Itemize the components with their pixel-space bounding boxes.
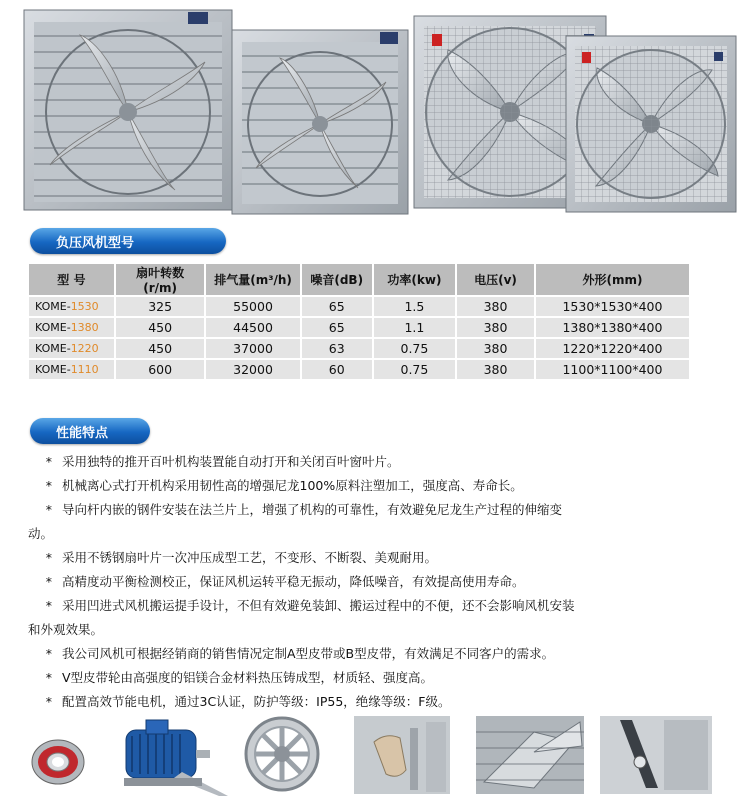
- model-cell: KOME-1220: [29, 339, 114, 358]
- header-airflow: 排气量(m³/h): [206, 264, 299, 295]
- models-section-banner: [30, 228, 226, 254]
- voltage-cell: 380: [457, 297, 534, 316]
- fan-2-image: [232, 30, 408, 214]
- power-cell: 1.1: [374, 318, 455, 337]
- airflow-cell: 37000: [206, 339, 299, 358]
- model-cell: KOME-1110: [29, 360, 114, 379]
- size-cell: 1380*1380*400: [536, 318, 689, 337]
- louver-mechanism-image: [354, 716, 450, 794]
- table-header-row: [29, 264, 689, 295]
- belt-closeup-image: [600, 716, 712, 794]
- header-rpm: 扇叶转数(r/m): [116, 264, 205, 295]
- list-item: * 导向杆内嵌的钢件安装在法兰片上，增强了机构的可靠性，有效避免尼龙生产过程的伸缩变: [32, 498, 702, 522]
- list-item-continuation: 和外观效果。: [28, 622, 104, 637]
- header-voltage: 电压(v): [457, 264, 534, 295]
- list-item: * 采用凹进式风机搬运提手设计，不但有效避免装卸、搬运过程中的不便，还不会影响风机安装: [32, 594, 702, 618]
- list-item-continuation: 动。: [28, 526, 54, 541]
- bullet-star-icon: *: [45, 598, 52, 613]
- noise-cell: 63: [302, 339, 372, 358]
- list-item: * 采用不锈钢扇叶片一次冲压成型工艺，不变形、不断裂、美观耐用。: [32, 546, 702, 570]
- list-item: * 配置高效节能电机，通过3C认证，防护等级：IP55，绝缘等级：F级。: [32, 690, 702, 714]
- bullet-star-icon: *: [45, 574, 52, 589]
- header-power: 功率(kw): [374, 264, 455, 295]
- bearing-image: [32, 740, 84, 784]
- motor-image: [124, 720, 228, 796]
- table-row: [29, 360, 689, 379]
- features-list: [28, 450, 702, 714]
- header-model: 型 号: [29, 264, 114, 295]
- bullet-star-icon: *: [45, 478, 52, 493]
- fan-spec-table: [27, 262, 691, 381]
- size-cell: 1220*1220*400: [536, 339, 689, 358]
- model-cell: KOME-1380: [29, 318, 114, 337]
- pulley-image: [246, 718, 318, 790]
- list-item: * 采用独特的推开百叶机构装置能自动打开和关闭百叶窗叶片。: [32, 450, 702, 474]
- fan-product-photos: [0, 0, 750, 222]
- fan-1-image: [24, 10, 232, 210]
- rpm-cell: 600: [116, 360, 205, 379]
- rpm-cell: 450: [116, 339, 205, 358]
- fan-4-image: [566, 36, 736, 212]
- power-cell: 1.5: [374, 297, 455, 316]
- bullet-star-icon: *: [45, 694, 52, 709]
- header-noise: 噪音(dB): [302, 264, 372, 295]
- bullet-star-icon: *: [45, 502, 52, 517]
- rpm-cell: 450: [116, 318, 205, 337]
- bullet-star-icon: *: [45, 646, 52, 661]
- airflow-cell: 55000: [206, 297, 299, 316]
- voltage-cell: 380: [457, 339, 534, 358]
- list-item: * V型皮带轮由高强度的铝镁合金材料热压铸成型，材质轻、强度高。: [32, 666, 702, 690]
- voltage-cell: 380: [457, 318, 534, 337]
- features-section-banner: [30, 418, 150, 444]
- power-cell: 0.75: [374, 339, 455, 358]
- component-photos: [14, 712, 736, 796]
- table-row: [29, 339, 689, 358]
- size-cell: 1100*1100*400: [536, 360, 689, 379]
- bullet-star-icon: *: [45, 670, 52, 685]
- airflow-cell: 44500: [206, 318, 299, 337]
- voltage-cell: 380: [457, 360, 534, 379]
- noise-cell: 60: [302, 360, 372, 379]
- list-item: * 机械离心式打开机构采用韧性高的增强尼龙100%原料注塑加工，强度高、寿命长。: [32, 474, 702, 498]
- header-size: 外形(mm): [536, 264, 689, 295]
- rpm-cell: 325: [116, 297, 205, 316]
- table-row: [29, 318, 689, 337]
- bullet-star-icon: *: [45, 550, 52, 565]
- power-cell: 0.75: [374, 360, 455, 379]
- features-section-title: 性能特点: [56, 425, 109, 441]
- table-row: [29, 297, 689, 316]
- airflow-cell: 32000: [206, 360, 299, 379]
- list-item: * 我公司风机可根据经销商的销售情况定制A型皮带或B型皮带，有效满足不同客户的需求。: [32, 642, 702, 666]
- noise-cell: 65: [302, 318, 372, 337]
- models-section-title: 负压风机型号: [56, 235, 135, 251]
- size-cell: 1530*1530*400: [536, 297, 689, 316]
- model-cell: KOME-1530: [29, 297, 114, 316]
- blade-closeup-image: [476, 716, 584, 794]
- list-item: * 高精度动平衡检测校正，保证风机运转平稳无振动，降低噪音，有效提高使用寿命。: [32, 570, 702, 594]
- noise-cell: 65: [302, 297, 372, 316]
- bullet-star-icon: *: [45, 454, 52, 469]
